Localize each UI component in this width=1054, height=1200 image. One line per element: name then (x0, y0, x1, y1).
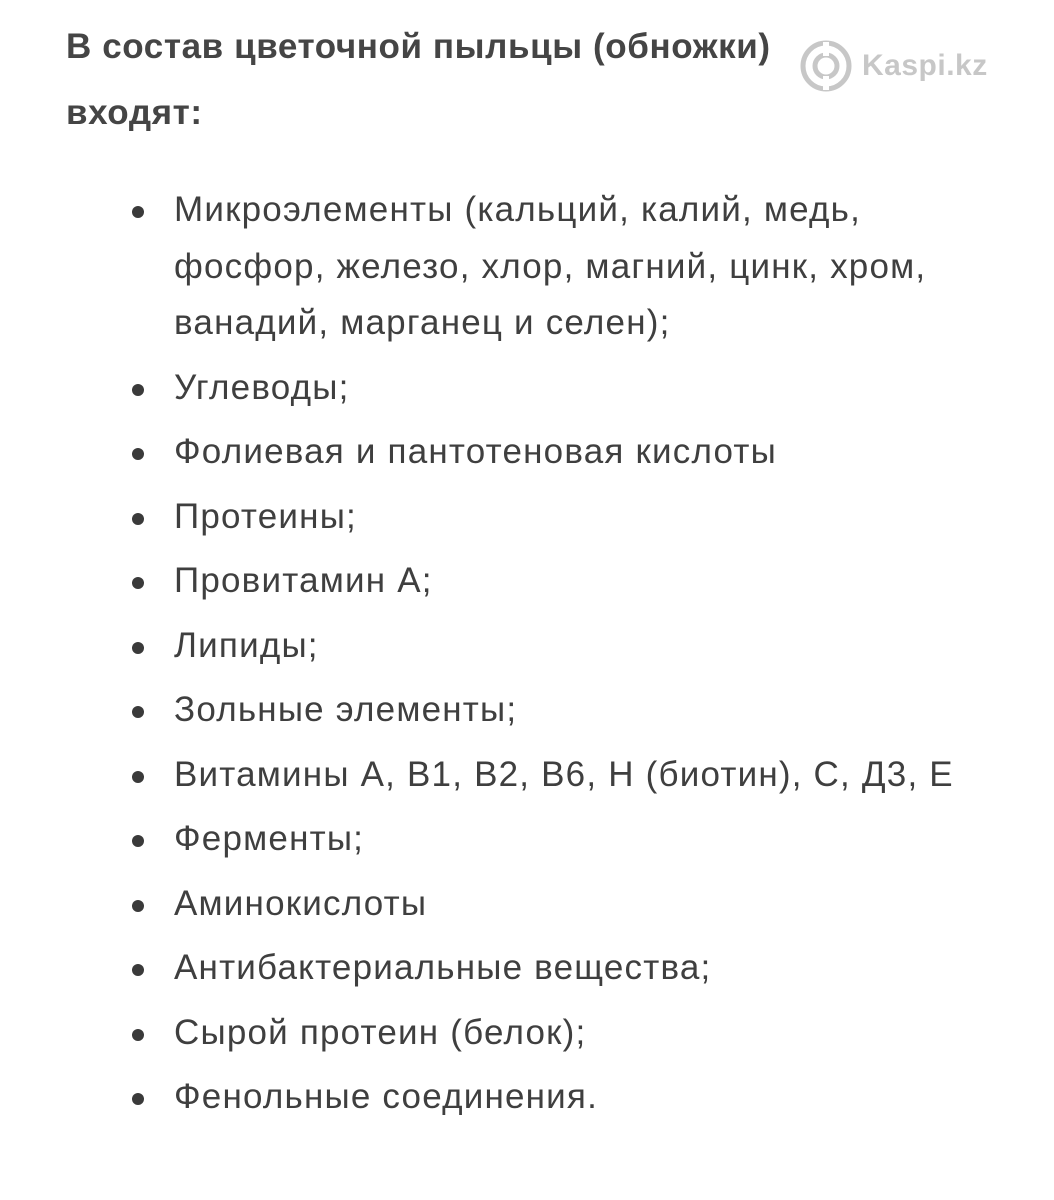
bullet-icon (132, 835, 144, 847)
bullet-icon (132, 1029, 144, 1041)
list-item (0, 876, 1054, 933)
bullet-icon (132, 771, 144, 783)
bullet-icon (132, 964, 144, 976)
bullet-icon (132, 206, 144, 218)
list-item-text: Липиды; (174, 625, 319, 665)
bullet-icon (132, 513, 144, 525)
bullet-icon (132, 1093, 144, 1105)
kaspi-watermark-text: Kaspi.kz (862, 49, 988, 82)
list-item (0, 811, 1054, 868)
list-item-text: Зольные элементы; (174, 690, 518, 729)
list-item-text: Фенольные соединения. (174, 1077, 599, 1116)
list-item-text: Ферменты; (174, 819, 365, 858)
list-item (0, 940, 1054, 997)
list-item (0, 489, 1054, 546)
bullet-icon (132, 384, 144, 396)
list-item (0, 424, 1054, 481)
list-item-text: Витамины А, В1, В2, В6, Н (биотин), С, Д3, Е (174, 754, 954, 794)
list-item (0, 682, 1054, 739)
list-item (0, 360, 1054, 417)
list-item-text: Фолиевая и пантотеновая кислоты (174, 432, 777, 471)
bullet-icon (132, 900, 144, 912)
list-item (0, 1005, 1054, 1062)
list-item-text: Антибактериальные вещества; (174, 948, 712, 987)
composition-list (0, 182, 1054, 1134)
list-item-text: Аминокислоты (174, 883, 428, 923)
list-item (0, 553, 1054, 610)
page-title-line-1: В состав цветочной пыльцы (обножки) (66, 27, 771, 66)
page-title-line-2: входят: (66, 93, 203, 132)
bullet-icon (132, 642, 144, 654)
list-item-text: Провитамин А; (174, 561, 433, 600)
bullet-icon (132, 448, 144, 460)
list-item (0, 747, 1054, 804)
list-item-text: Микроэлементы (кальций, калий, медь, фосфор, железо, хлор, магний, цинк, хром, ванадий, марганец и селен); (174, 190, 927, 342)
list-item (0, 1069, 1054, 1126)
bullet-icon (132, 706, 144, 718)
list-item (0, 182, 1054, 352)
list-item-text: Сырой протеин (белок); (174, 1012, 587, 1052)
list-item (0, 618, 1054, 675)
list-item-text: Протеины; (174, 496, 357, 536)
bullet-icon (132, 577, 144, 589)
list-item-text: Углеводы; (174, 367, 350, 407)
page-title (66, 14, 926, 146)
